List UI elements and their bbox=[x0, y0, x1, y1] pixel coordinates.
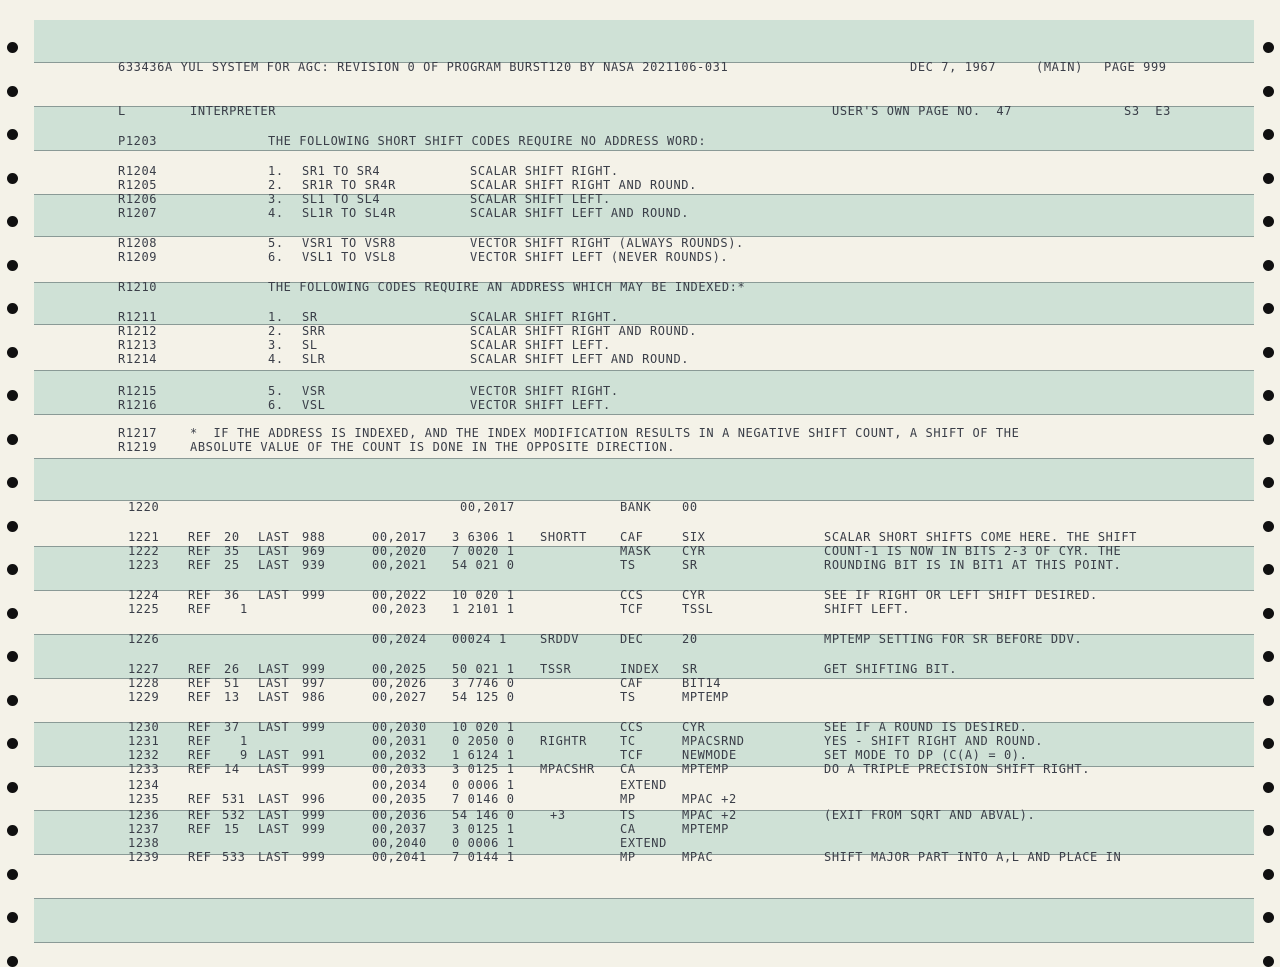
octal-word: 00024 1 bbox=[452, 632, 507, 646]
comment-description: VECTOR SHIFT LEFT. bbox=[470, 398, 611, 412]
line-number: 1223 bbox=[128, 558, 160, 572]
comment-card-id: R1205 bbox=[118, 178, 158, 192]
memory-address: 00,2022 bbox=[372, 588, 427, 602]
operand: CYR bbox=[682, 720, 706, 734]
footnote-id-1: R1217 bbox=[118, 426, 158, 440]
ref-tag: REF bbox=[188, 602, 212, 616]
tractor-hole bbox=[7, 956, 18, 967]
operand: MPTEMP bbox=[682, 822, 729, 836]
line-number: 1230 bbox=[128, 720, 160, 734]
code-comment: YES - SHIFT RIGHT AND ROUND. bbox=[824, 734, 1044, 748]
last-tag: LAST bbox=[258, 558, 290, 572]
memory-address: 00,2031 bbox=[372, 734, 427, 748]
line-number: 1225 bbox=[128, 602, 160, 616]
operand: MPAC +2 bbox=[682, 792, 737, 806]
comment-item-number: 2. bbox=[268, 178, 284, 192]
ref-tag: REF bbox=[188, 748, 212, 762]
ref-tag: REF bbox=[188, 808, 212, 822]
ref-tag: REF bbox=[188, 720, 212, 734]
opcode: INDEX bbox=[620, 662, 660, 676]
operand: NEWMODE bbox=[682, 748, 737, 762]
line-number: 1232 bbox=[128, 748, 160, 762]
comment-item-number: 3. bbox=[268, 338, 284, 352]
comment-description: VECTOR SHIFT RIGHT. bbox=[470, 384, 619, 398]
comment-item-number: 5. bbox=[268, 384, 284, 398]
symbol-label: SHORTT bbox=[540, 530, 587, 544]
ref-tag: REF bbox=[188, 792, 212, 806]
comment-item-number: 2. bbox=[268, 324, 284, 338]
memory-address: 00,2017 bbox=[460, 500, 515, 514]
code-comment: GET SHIFTING BIT. bbox=[824, 662, 958, 676]
memory-address: 00,2026 bbox=[372, 676, 427, 690]
line-number: 1234 bbox=[128, 778, 160, 792]
operand: CYR bbox=[682, 588, 706, 602]
octal-word: 50 021 1 bbox=[452, 662, 515, 676]
code-comment: SHIFT MAJOR PART INTO A,L AND PLACE IN bbox=[824, 850, 1122, 864]
ref-count: 37 bbox=[224, 720, 240, 734]
operand: MPAC bbox=[682, 850, 714, 864]
comment-card-id: R1206 bbox=[118, 192, 158, 206]
line-number: 1229 bbox=[128, 690, 160, 704]
line-number: 1227 bbox=[128, 662, 160, 676]
last-page: 996 bbox=[302, 792, 326, 806]
listing-date: DEC 7, 1967 bbox=[910, 60, 997, 74]
last-page: 969 bbox=[302, 544, 326, 558]
comment-card-id: R1204 bbox=[118, 164, 158, 178]
footnote-line-2: ABSOLUTE VALUE OF THE COUNT IS DONE IN THE OPPOSITE DIRECTION. bbox=[190, 440, 676, 454]
ref-count: 1 bbox=[240, 602, 248, 616]
line-number: 1236 bbox=[128, 808, 160, 822]
comment-shift-code: SR1R TO SR4R bbox=[302, 178, 396, 192]
octal-word: 54 021 0 bbox=[452, 558, 515, 572]
ref-count: 26 bbox=[224, 662, 240, 676]
opcode: MP bbox=[620, 792, 636, 806]
ref-count: 1 bbox=[240, 734, 248, 748]
ref-tag: REF bbox=[188, 544, 212, 558]
last-tag: LAST bbox=[258, 822, 290, 836]
octal-word: 10 020 1 bbox=[452, 588, 515, 602]
line-number: 1237 bbox=[128, 822, 160, 836]
code-comment: MPTEMP SETTING FOR SR BEFORE DDV. bbox=[824, 632, 1083, 646]
operand: BIT14 bbox=[682, 676, 722, 690]
opcode: CCS bbox=[620, 720, 644, 734]
opcode: EXTEND bbox=[620, 778, 667, 792]
last-tag: LAST bbox=[258, 662, 290, 676]
ref-count: 9 bbox=[240, 748, 248, 762]
ref-tag: REF bbox=[188, 690, 212, 704]
operand: SIX bbox=[682, 530, 706, 544]
line-number: 1224 bbox=[128, 588, 160, 602]
last-tag: LAST bbox=[258, 808, 290, 822]
comment-description: SCALAR SHIFT LEFT AND ROUND. bbox=[470, 352, 690, 366]
last-tag: LAST bbox=[258, 588, 290, 602]
code-comment: SCALAR SHORT SHIFTS COME HERE. THE SHIFT bbox=[824, 530, 1137, 544]
comment-shift-code: VSL bbox=[302, 398, 326, 412]
ref-count: 20 bbox=[224, 530, 240, 544]
last-page: 999 bbox=[302, 808, 326, 822]
operand: MPTEMP bbox=[682, 762, 729, 776]
memory-address: 00,2035 bbox=[372, 792, 427, 806]
symbol-label: MPACSHR bbox=[540, 762, 595, 776]
comment-shift-code: VSR bbox=[302, 384, 326, 398]
line-number: 1228 bbox=[128, 676, 160, 690]
comment-card-id: R1210 bbox=[118, 280, 158, 294]
opcode: CCS bbox=[620, 588, 644, 602]
opcode: CAF bbox=[620, 530, 644, 544]
operand: TSSL bbox=[682, 602, 714, 616]
memory-address: 00,2037 bbox=[372, 822, 427, 836]
line-number: 1233 bbox=[128, 762, 160, 776]
memory-address: 00,2021 bbox=[372, 558, 427, 572]
footnote-id-2: R1219 bbox=[118, 440, 158, 454]
last-page: 999 bbox=[302, 662, 326, 676]
line-number: 1226 bbox=[128, 632, 160, 646]
code-comment: COUNT-1 IS NOW IN BITS 2-3 OF CYR. THE bbox=[824, 544, 1122, 558]
comment-shift-code: VSL1 TO VSL8 bbox=[302, 250, 396, 264]
comment-card-id: R1212 bbox=[118, 324, 158, 338]
symbol-label: +3 bbox=[550, 808, 566, 822]
comment-item-number: 1. bbox=[268, 164, 284, 178]
ref-tag: REF bbox=[188, 734, 212, 748]
octal-word: 0 0006 1 bbox=[452, 836, 515, 850]
last-page: 999 bbox=[302, 822, 326, 836]
memory-address: 00,2040 bbox=[372, 836, 427, 850]
last-page: 991 bbox=[302, 748, 326, 762]
last-tag: LAST bbox=[258, 544, 290, 558]
operand: CYR bbox=[682, 544, 706, 558]
memory-address: 00,2041 bbox=[372, 850, 427, 864]
octal-word: 3 6306 1 bbox=[452, 530, 515, 544]
comment-item-number: 4. bbox=[268, 352, 284, 366]
ref-count: 532 bbox=[222, 808, 246, 822]
opcode: CA bbox=[620, 822, 636, 836]
memory-address: 00,2036 bbox=[372, 808, 427, 822]
log-letter: L bbox=[118, 104, 126, 118]
octal-word: 7 0144 1 bbox=[452, 850, 515, 864]
octal-word: 3 0125 1 bbox=[452, 762, 515, 776]
octal-word: 7 0146 0 bbox=[452, 792, 515, 806]
comment-shift-code: VSR1 TO VSR8 bbox=[302, 236, 396, 250]
operand: MPAC +2 bbox=[682, 808, 737, 822]
last-page: 997 bbox=[302, 676, 326, 690]
octal-word: 1 6124 1 bbox=[452, 748, 515, 762]
ref-count: 36 bbox=[224, 588, 240, 602]
line-number: 1231 bbox=[128, 734, 160, 748]
octal-word: 54 125 0 bbox=[452, 690, 515, 704]
comment-shift-code: SRR bbox=[302, 324, 326, 338]
opcode: DEC bbox=[620, 632, 644, 646]
memory-address: 00,2032 bbox=[372, 748, 427, 762]
symbol-label: RIGHTR bbox=[540, 734, 587, 748]
comment-card-id: R1211 bbox=[118, 310, 158, 324]
opcode: CAF bbox=[620, 676, 644, 690]
last-page: 999 bbox=[302, 850, 326, 864]
listing-page-number: PAGE 999 bbox=[1104, 60, 1167, 74]
code-comment: SET MODE TO DP (C(A) = 0). bbox=[824, 748, 1028, 762]
listing-section: (MAIN) bbox=[1036, 60, 1083, 74]
octal-word: 0 2050 0 bbox=[452, 734, 515, 748]
comment-description: SCALAR SHIFT LEFT. bbox=[470, 192, 611, 206]
octal-word: 3 0125 1 bbox=[452, 822, 515, 836]
code-comment: SEE IF A ROUND IS DESIRED. bbox=[824, 720, 1028, 734]
ref-tag: REF bbox=[188, 676, 212, 690]
opcode: TS bbox=[620, 690, 636, 704]
ref-count: 15 bbox=[224, 822, 240, 836]
ref-count: 25 bbox=[224, 558, 240, 572]
symbol-label: SRDDV bbox=[540, 632, 580, 646]
line-number: 1235 bbox=[128, 792, 160, 806]
comment-shift-code: SR1 TO SR4 bbox=[302, 164, 381, 178]
code-comment: ROUNDING BIT IS IN BIT1 AT THIS POINT. bbox=[824, 558, 1122, 572]
comment-item-number: 6. bbox=[268, 250, 284, 264]
memory-address: 00,2034 bbox=[372, 778, 427, 792]
line-number: 1221 bbox=[128, 530, 160, 544]
last-tag: LAST bbox=[258, 720, 290, 734]
operand: 00 bbox=[682, 500, 698, 514]
line-number: 1222 bbox=[128, 544, 160, 558]
memory-address: 00,2030 bbox=[372, 720, 427, 734]
comment-description: SCALAR SHIFT RIGHT AND ROUND. bbox=[470, 324, 697, 338]
ref-tag: REF bbox=[188, 588, 212, 602]
last-page: 939 bbox=[302, 558, 326, 572]
operand: MPTEMP bbox=[682, 690, 729, 704]
ref-count: 13 bbox=[224, 690, 240, 704]
comment-heading: THE FOLLOWING SHORT SHIFT CODES REQUIRE NO ADDRESS WORD: bbox=[268, 134, 707, 148]
opcode: TCF bbox=[620, 602, 644, 616]
comment-shift-code: SLR bbox=[302, 352, 326, 366]
opcode: EXTEND bbox=[620, 836, 667, 850]
comment-card-id: R1213 bbox=[118, 338, 158, 352]
comment-shift-code: SL bbox=[302, 338, 318, 352]
octal-word: 0 0006 1 bbox=[452, 778, 515, 792]
ref-tag: REF bbox=[188, 558, 212, 572]
memory-address: 00,2017 bbox=[372, 530, 427, 544]
operand: SR bbox=[682, 662, 698, 676]
octal-word: 1 2101 1 bbox=[452, 602, 515, 616]
last-tag: LAST bbox=[258, 792, 290, 806]
last-page: 999 bbox=[302, 720, 326, 734]
comment-heading: THE FOLLOWING CODES REQUIRE AN ADDRESS WHICH MAY BE INDEXED:* bbox=[268, 280, 746, 294]
memory-address: 00,2025 bbox=[372, 662, 427, 676]
footnote-line-1: * IF THE ADDRESS IS INDEXED, AND THE INDEX MODIFICATION RESULTS IN A NEGATIVE SHIFT COUNT, A SHIFT OF THE bbox=[190, 426, 1020, 440]
line-number: 1239 bbox=[128, 850, 160, 864]
operand: 20 bbox=[682, 632, 698, 646]
operand: MPACSRND bbox=[682, 734, 745, 748]
listing-title: 633436A YUL SYSTEM FOR AGC: REVISION 0 OF PROGRAM BURST120 BY NASA 2021106-031 bbox=[118, 60, 729, 74]
opcode: MP bbox=[620, 850, 636, 864]
memory-address: 00,2033 bbox=[372, 762, 427, 776]
code-comment: SEE IF RIGHT OR LEFT SHIFT DESIRED. bbox=[824, 588, 1098, 602]
operand: SR bbox=[682, 558, 698, 572]
ref-count: 51 bbox=[224, 676, 240, 690]
code-comment: DO A TRIPLE PRECISION SHIFT RIGHT. bbox=[824, 762, 1091, 776]
ref-tag: REF bbox=[188, 850, 212, 864]
octal-word: 7 0020 1 bbox=[452, 544, 515, 558]
comment-shift-code: SR bbox=[302, 310, 318, 324]
line-number: 1238 bbox=[128, 836, 160, 850]
opcode: TS bbox=[620, 808, 636, 822]
ref-count: 533 bbox=[222, 850, 246, 864]
comment-shift-code: SL1 TO SL4 bbox=[302, 192, 381, 206]
memory-address: 00,2020 bbox=[372, 544, 427, 558]
log-section-name: INTERPRETER bbox=[190, 104, 277, 118]
ref-count: 531 bbox=[222, 792, 246, 806]
comment-description: VECTOR SHIFT RIGHT (ALWAYS ROUNDS). bbox=[470, 236, 744, 250]
last-tag: LAST bbox=[258, 690, 290, 704]
comment-card-id: R1207 bbox=[118, 206, 158, 220]
last-tag: LAST bbox=[258, 676, 290, 690]
comment-card-id: R1215 bbox=[118, 384, 158, 398]
memory-address: 00,2027 bbox=[372, 690, 427, 704]
last-page: 986 bbox=[302, 690, 326, 704]
comment-card-id: R1209 bbox=[118, 250, 158, 264]
last-tag: LAST bbox=[258, 748, 290, 762]
symbol-label: TSSR bbox=[540, 662, 572, 676]
code-comment: SHIFT LEFT. bbox=[824, 602, 911, 616]
opcode: MASK bbox=[620, 544, 652, 558]
ref-tag: REF bbox=[188, 762, 212, 776]
comment-item-number: 4. bbox=[268, 206, 284, 220]
comment-description: SCALAR SHIFT RIGHT AND ROUND. bbox=[470, 178, 697, 192]
memory-address: 00,2024 bbox=[372, 632, 427, 646]
last-tag: LAST bbox=[258, 762, 290, 776]
comment-card-id: R1216 bbox=[118, 398, 158, 412]
ref-count: 35 bbox=[224, 544, 240, 558]
comment-card-id: R1214 bbox=[118, 352, 158, 366]
comment-shift-code: SL1R TO SL4R bbox=[302, 206, 396, 220]
opcode: BANK bbox=[620, 500, 652, 514]
code-comment: (EXIT FROM SQRT AND ABVAL). bbox=[824, 808, 1036, 822]
octal-word: 3 7746 0 bbox=[452, 676, 515, 690]
last-tag: LAST bbox=[258, 530, 290, 544]
octal-word: 54 146 0 bbox=[452, 808, 515, 822]
line-number: 1220 bbox=[128, 500, 160, 514]
ref-tag: REF bbox=[188, 822, 212, 836]
last-page: 999 bbox=[302, 588, 326, 602]
tractor-hole bbox=[1263, 956, 1274, 967]
comment-description: VECTOR SHIFT LEFT (NEVER ROUNDS). bbox=[470, 250, 729, 264]
comment-card-id: P1203 bbox=[118, 134, 158, 148]
opcode: TS bbox=[620, 558, 636, 572]
ref-tag: REF bbox=[188, 530, 212, 544]
ref-tag: REF bbox=[188, 662, 212, 676]
comment-description: SCALAR SHIFT LEFT AND ROUND. bbox=[470, 206, 690, 220]
last-tag: LAST bbox=[258, 850, 290, 864]
memory-address: 00,2023 bbox=[372, 602, 427, 616]
octal-word: 10 020 1 bbox=[452, 720, 515, 734]
log-codes: S3 E3 bbox=[1124, 104, 1171, 118]
comment-description: SCALAR SHIFT RIGHT. bbox=[470, 164, 619, 178]
last-page: 988 bbox=[302, 530, 326, 544]
ref-count: 14 bbox=[224, 762, 240, 776]
comment-item-number: 3. bbox=[268, 192, 284, 206]
comment-description: SCALAR SHIFT RIGHT. bbox=[470, 310, 619, 324]
last-page: 999 bbox=[302, 762, 326, 776]
users-own-page: USER'S OWN PAGE NO. 47 bbox=[832, 104, 1012, 118]
opcode: TC bbox=[620, 734, 636, 748]
comment-description: SCALAR SHIFT LEFT. bbox=[470, 338, 611, 352]
opcode: TCF bbox=[620, 748, 644, 762]
comment-item-number: 5. bbox=[268, 236, 284, 250]
comment-item-number: 6. bbox=[268, 398, 284, 412]
opcode: CA bbox=[620, 762, 636, 776]
comment-item-number: 1. bbox=[268, 310, 284, 324]
comment-card-id: R1208 bbox=[118, 236, 158, 250]
